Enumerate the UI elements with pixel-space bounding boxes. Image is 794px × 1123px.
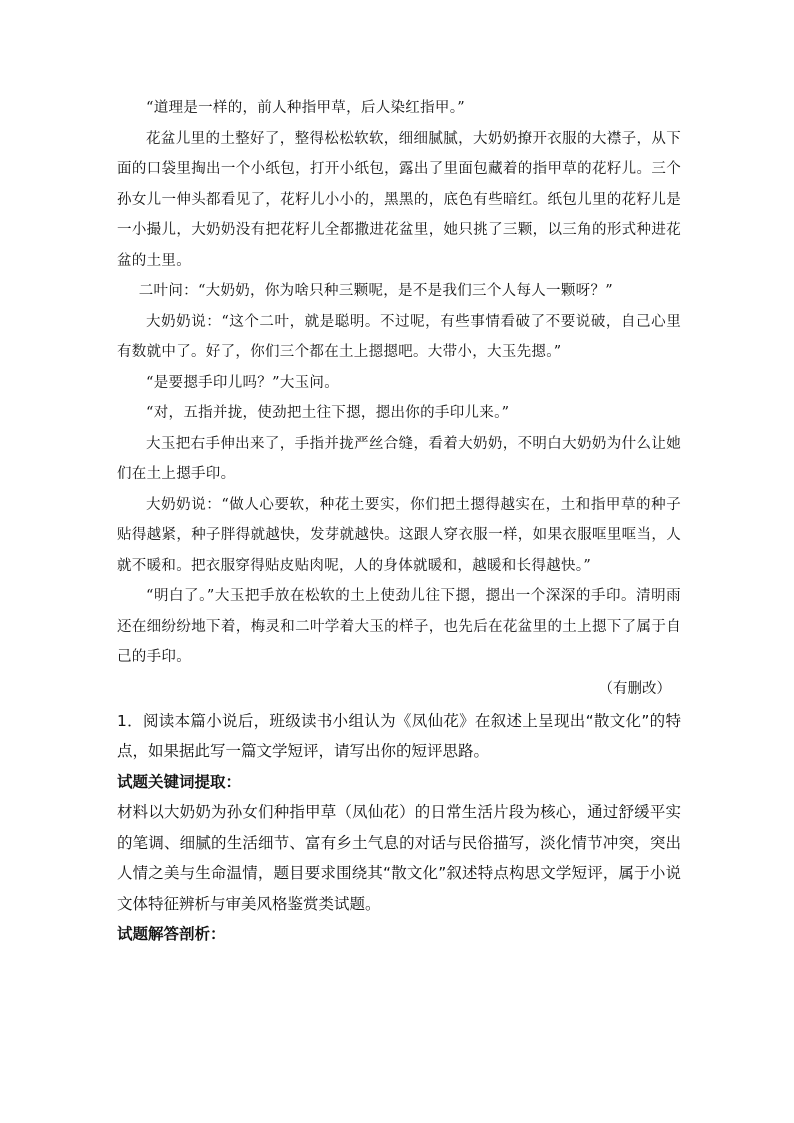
analysis-heading: 试题解答剖析： [117, 925, 226, 943]
story-paragraph: “对，五指并拢，使劲把土往下摁，摁出你的手印儿来。” [146, 405, 510, 421]
keywords-heading: 试题关键词提取： [117, 772, 242, 791]
story-excerpt [117, 93, 681, 673]
story-paragraph: 二叶问：“大奶奶，你为啥只种三颗呢，是不是我们三个人每人一颗呀？” [138, 283, 613, 299]
story-paragraph: “道理是一样的，前人种指甲草，后人染红指甲。” [146, 100, 465, 116]
question-text: 1．阅读本篇小说后，班级读书小组认为《凤仙花》在叙述上呈现出“散文化”的特点，如果据此写一篇文学短评，请写出你的短评思路。 [117, 711, 681, 760]
keywords-body: 材料以大奶奶为孙女们种指甲草（凤仙花）的日常生活片段为核心，通过舒缓平实的笔调、细腻的生活细节、富有乡土气息的对话与民俗描写，淡化情节冲突，突出人情之美与生命温情，题目要求围绕其“散文化”叙述特点构思文学短评，属于小说文体特征辨析与审美风格鉴赏类试题。 [117, 803, 681, 913]
story-paragraph: 大奶奶说：“这个二叶，就是聪明。不过呢，有些事情看破了不要说破，自己心里有数就中了。好了，你们三个都在土上摁摁吧。大带小，大玉先摁。” [117, 313, 681, 360]
story-paragraph: “是要摁手印儿吗？”大玉问。 [146, 374, 340, 391]
source-note: （有删改） [598, 680, 671, 697]
story-paragraph: 花盆儿里的土整好了，整得松松软软，细细腻腻，大奶奶撩开衣服的大襟子，从下面的口袋里掏出一个小纸包，打开小纸包，露出了里面包藏着的指甲草的花籽儿。三个孙女儿一伸头都看见了，花籽儿小小的，黑黑的，底色有些暗红。纸包儿里的花籽儿是一小撮儿，大奶奶没有把花籽儿全都撒进花盆里，她只挑了三颗，以三角的形式种进花盆的土里。 [117, 130, 681, 269]
document-page [117, 93, 681, 950]
story-paragraph: 大玉把右手伸出来了，手指并拢严丝合缝，看着大奶奶，不明白大奶奶为什么让她们在土上摁手印。 [117, 435, 681, 482]
story-paragraph: 大奶奶说：“做人心要软，种花土要实，你们把土摁得越实在，土和指甲草的种子贴得越紧，种子胖得就越快，发芽就越快。这跟人穿衣服一样，如果衣服哐里哐当，人就不暖和。把衣服穿得贴皮贴肉呢，人的身体就暖和，越暖和长得越快。” [117, 496, 681, 574]
story-paragraph: “明白了。”大玉把手放在松软的土上使劲儿往下摁，摁出一个深深的手印。清明雨还在细纷纷地下着，梅灵和二叶学着大玉的样子，也先后在花盆里的土上摁下了属于自己的手印。 [117, 588, 681, 665]
